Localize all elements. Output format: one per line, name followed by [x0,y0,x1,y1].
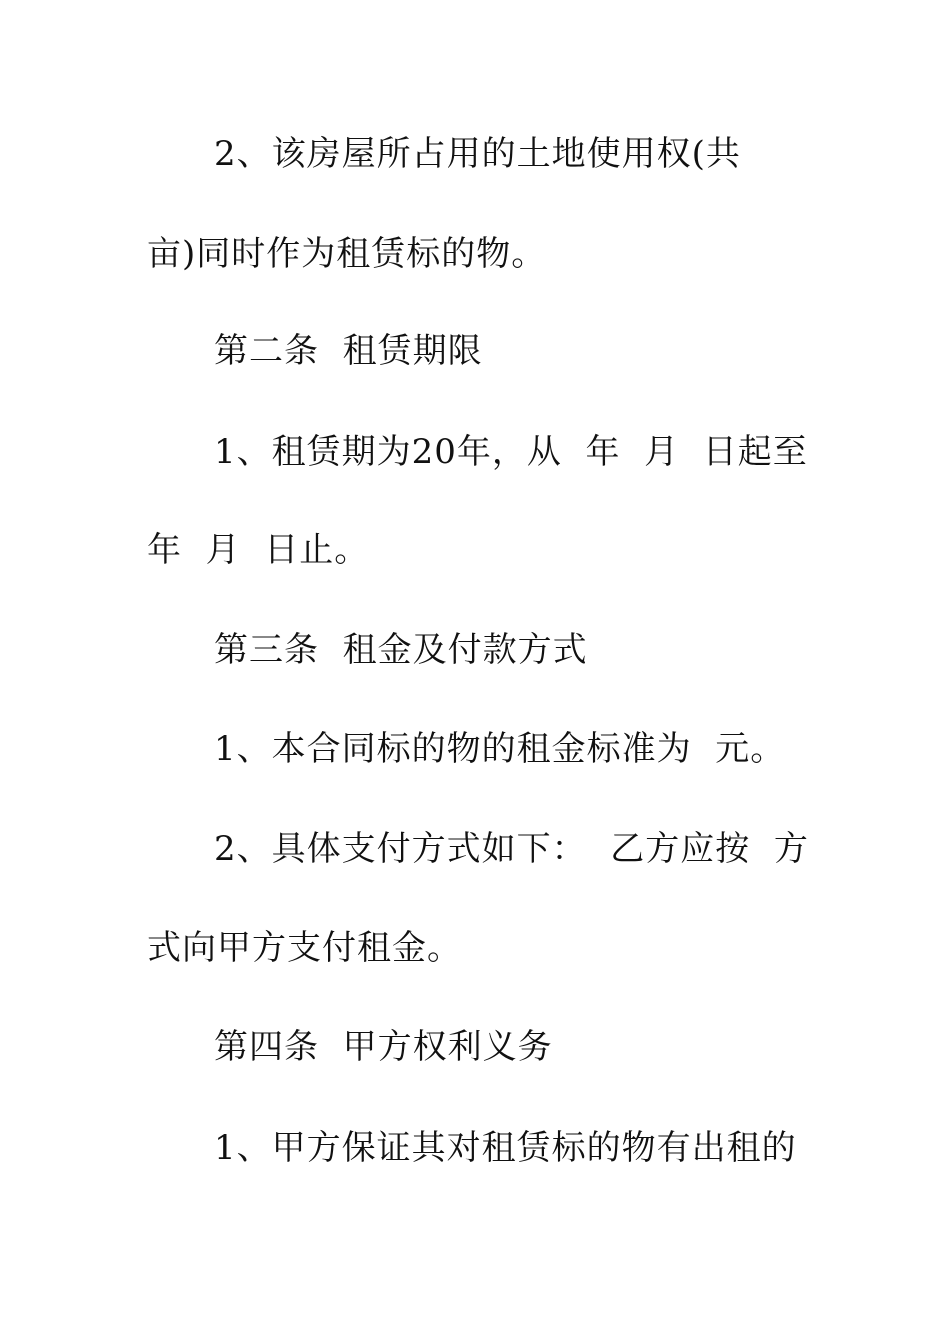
paragraph-line-land-use-right: 2、该房屋所占用的土地使用权(共 [214,134,741,174]
paragraph-line-lease-period: 1、租赁期为20年，从 年 月 日起至 [214,432,808,472]
paragraph-line-payment-method: 2、具体支付方式如下： 乙方应按 方 [214,829,809,869]
heading-article-4-party-a-rights: 第四条 甲方权利义务 [214,1027,553,1067]
paragraph-line-lease-end-date: 年 月 日止。 [147,530,370,570]
heading-article-3-rent-payment: 第三条 租金及付款方式 [214,630,588,670]
paragraph-line-pay-rent: 式向甲方支付租金。 [147,928,462,968]
paragraph-line-rent-standard: 1、本合同标的物的租金标准为 元。 [214,729,786,769]
paragraph-line-party-a-guarantee: 1、甲方保证其对租赁标的物有出租的 [214,1128,797,1168]
heading-article-2-lease-term: 第二条 租赁期限 [214,331,483,371]
paragraph-line-lease-object: 亩)同时作为租赁标的物。 [147,234,547,274]
